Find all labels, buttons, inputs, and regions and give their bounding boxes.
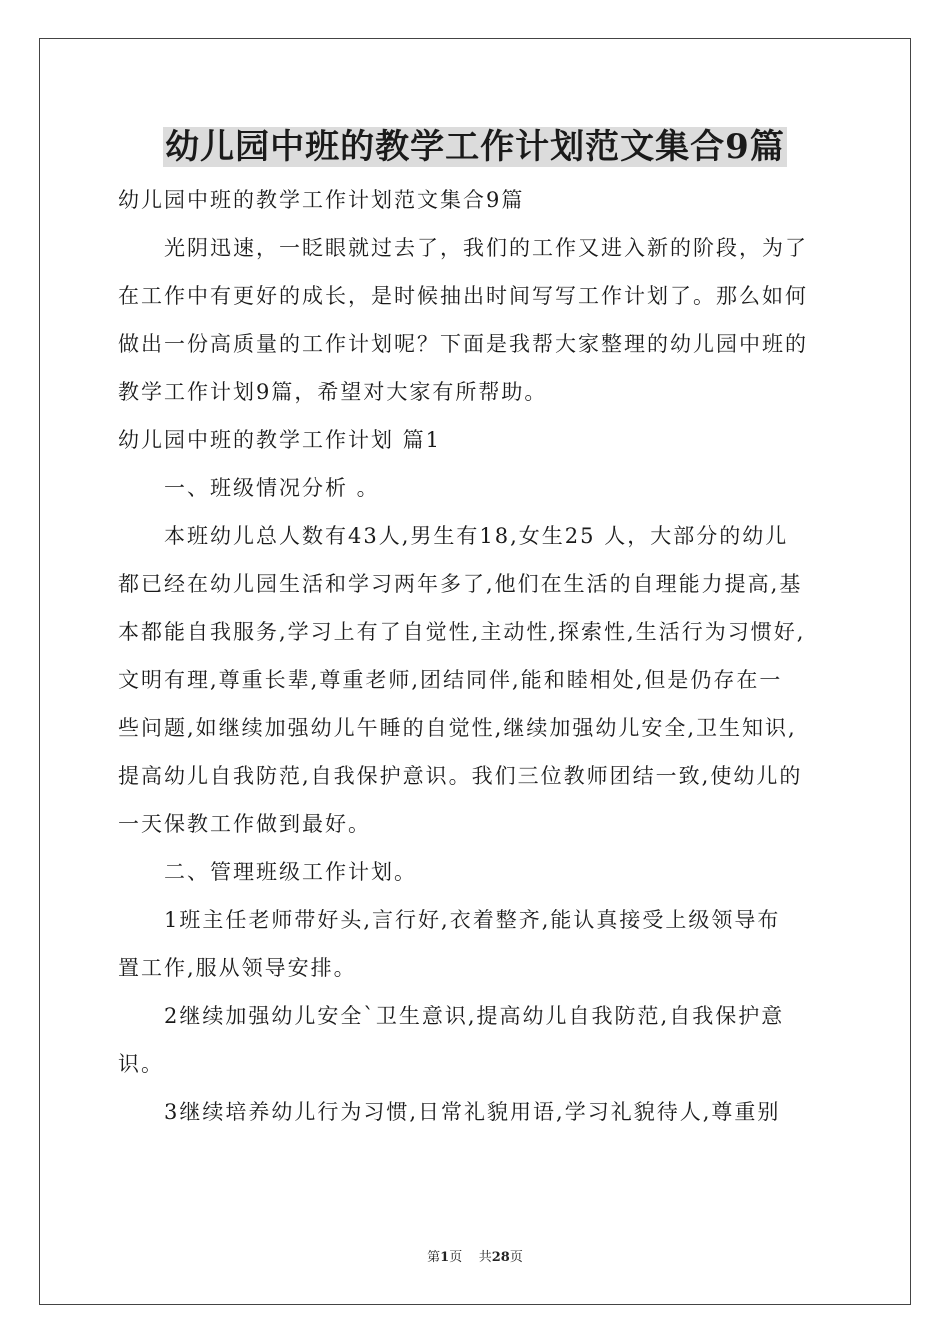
body-line: 文明有理,尊重长辈,尊重老师,团结同伴,能和睦相处,但是仍存在一 [118, 668, 783, 692]
document-title-text: 幼儿园中班的教学工作计划范文集合9篇 [165, 127, 785, 167]
section-heading: 幼儿园中班的教学工作计划 篇1 [118, 428, 442, 452]
body-line: 本班幼儿总人数有43人,男生有18,女生25 人，大部分的幼儿 [118, 524, 789, 548]
body-line: 些问题,如继续加强幼儿午睡的自觉性,继续加强幼儿安全,卫生知识, [118, 716, 797, 740]
body-line: 本都能自我服务,学习上有了自觉性,主动性,探索性,生活行为习惯好, [118, 620, 806, 644]
body-line: 识。 [118, 1052, 164, 1076]
body-line: 做出一份高质量的工作计划呢？下面是我帮大家整理的幼儿园中班的 [118, 332, 808, 356]
sub-heading: 一、班级情况分析 。 [118, 476, 380, 500]
footer-total-unit: 页 [509, 1250, 523, 1265]
body-line: 在工作中有更好的成长，是时候抽出时间写写工作计划了。那么如何 [118, 284, 808, 308]
body-line: 光阴迅速，一眨眼就过去了，我们的工作又进入新的阶段，为了 [118, 236, 808, 260]
footer-total-pages: 28 [491, 1250, 510, 1265]
document-title [0, 124, 950, 170]
body-line: 提高幼儿自我防范,自我保护意识。我们三位教师团结一致,使幼儿的 [118, 764, 803, 788]
footer-page-prefix: 第 [427, 1250, 441, 1265]
footer-total-prefix: 共 [478, 1250, 492, 1265]
body-line: 1班主任老师带好头,言行好,衣着整齐,能认真接受上级领导布 [118, 908, 781, 932]
footer-page-number: 1 [440, 1250, 450, 1265]
body-line: 教学工作计划9篇，希望对大家有所帮助。 [118, 380, 548, 404]
body-line: 置工作,服从领导安排。 [118, 956, 357, 980]
document-body [118, 176, 838, 1136]
sub-heading: 二、管理班级工作计划。 [118, 860, 417, 884]
body-line: 一天保教工作做到最好。 [118, 812, 371, 836]
body-line: 都已经在幼儿园生活和学习两年多了,他们在生活的自理能力提高,基 [118, 572, 803, 596]
subtitle-line: 幼儿园中班的教学工作计划范文集合9篇 [118, 188, 525, 212]
footer-page-unit: 页 [449, 1250, 463, 1265]
body-line: 2继续加强幼儿安全`卫生意识,提高幼儿自我防范,自我保护意 [118, 1004, 785, 1028]
body-line: 3继续培养幼儿行为习惯,日常礼貌用语,学习礼貌待人,尊重别 [118, 1100, 781, 1124]
page-footer [0, 1246, 950, 1265]
